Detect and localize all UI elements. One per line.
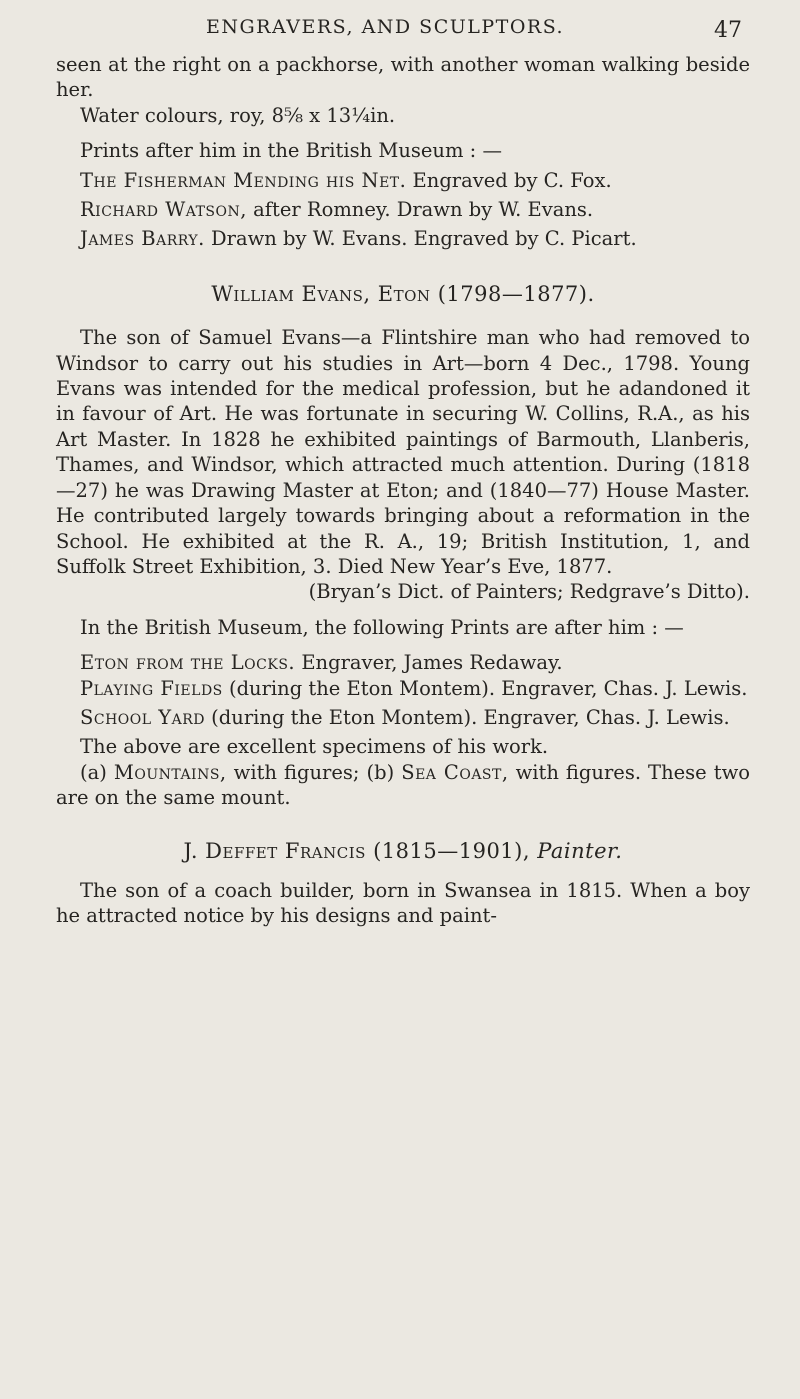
paragraph-specimens: The above are excellent specimens of his work.	[80, 735, 549, 759]
citation: (Bryan’s Dict. of Painters; Redgrave’s Ditto).	[308, 580, 750, 604]
page-body	[56, 52, 750, 929]
paragraph-packhorse: seen at the right on a packhorse, with another woman walking beside her.	[56, 53, 750, 102]
print-details: Engraver, James Redaway.	[295, 651, 563, 675]
print-details: with figures. These two are on the same mount.	[56, 760, 750, 810]
section-heading-deffet-francis	[56, 839, 750, 864]
print-details: (during the Eton Montem). Engraver, Chas. J. Lewis.	[222, 676, 748, 700]
paragraph-prints-intro: Prints after him in the British Museum : —	[80, 139, 502, 163]
print-details: Drawn by W. Evans. Engraved by C. Picart.	[204, 227, 637, 251]
heading-role: Painter.	[530, 838, 623, 863]
print-title: School Yard	[80, 705, 205, 729]
paragraph-biography-evans: The son of Samuel Evans—a Flintshire man who had removed to Windsor to carry out his studies in Art—born 4 Dec., 1798. Young Evans was intended for the medical profession, but he adandoned it in favour of Art. He was fortunate in securing W. Collins, R.A., as his Art Master. In 1828 he exhibited paintings of Barmouth, Llanberis, Thames, and Windsor, which attracted much attention. During (1818—27) he was Drawing Master at Eton; and (1840—77) House Master. He contributed largely towards bringing about a reformation in the School. He exhibited at the R. A., 19; British Institution, 1, and Suffolk Street Exhibition, 3. Died New Year’s Eve, 1877.	[56, 326, 750, 578]
print-entry	[56, 226, 750, 251]
print-entry	[56, 676, 750, 701]
running-head: ENGRAVERS, AND SCULPTORS.	[206, 16, 565, 38]
print-entry	[56, 197, 750, 222]
page-number: 47	[714, 18, 742, 43]
section-heading-william-evans: William Evans, Eton (1798—1877).	[211, 281, 595, 306]
print-title: Sea Coast,	[401, 760, 509, 784]
print-entry	[56, 650, 750, 675]
heading-name: J. Deffet Francis (1815—1901),	[183, 838, 531, 863]
paragraph-museum-prints: In the British Museum, the following Prints are after him : —	[80, 615, 684, 639]
print-details: Engraved by C. Fox.	[406, 168, 612, 192]
paragraph-medium: Water colours, roy, 8⅝ x 13¼in.	[80, 103, 396, 127]
page-header	[0, 16, 800, 46]
item-label: (a)	[80, 760, 114, 784]
paragraph-biography-francis: The son of a coach builder, born in Swansea in 1815. When a boy he attracted notice by his designs and paint-	[56, 878, 750, 928]
print-title: Eton from the Locks.	[80, 651, 296, 675]
print-entry	[56, 168, 750, 193]
print-title: The Fisherman Mending his Net.	[80, 168, 407, 192]
print-title: Mountains,	[113, 760, 227, 784]
print-title: Playing Fields	[80, 676, 223, 700]
print-details: with figures; (b)	[226, 760, 402, 784]
print-title: Richard Watson,	[80, 198, 247, 222]
paragraph-mount	[56, 760, 750, 811]
print-details: (during the Eton Montem). Engraver, Chas. J. Lewis.	[204, 705, 730, 729]
print-title: James Barry.	[80, 227, 205, 251]
print-entry	[56, 705, 750, 730]
print-details: after Romney. Drawn by W. Evans.	[246, 198, 594, 222]
